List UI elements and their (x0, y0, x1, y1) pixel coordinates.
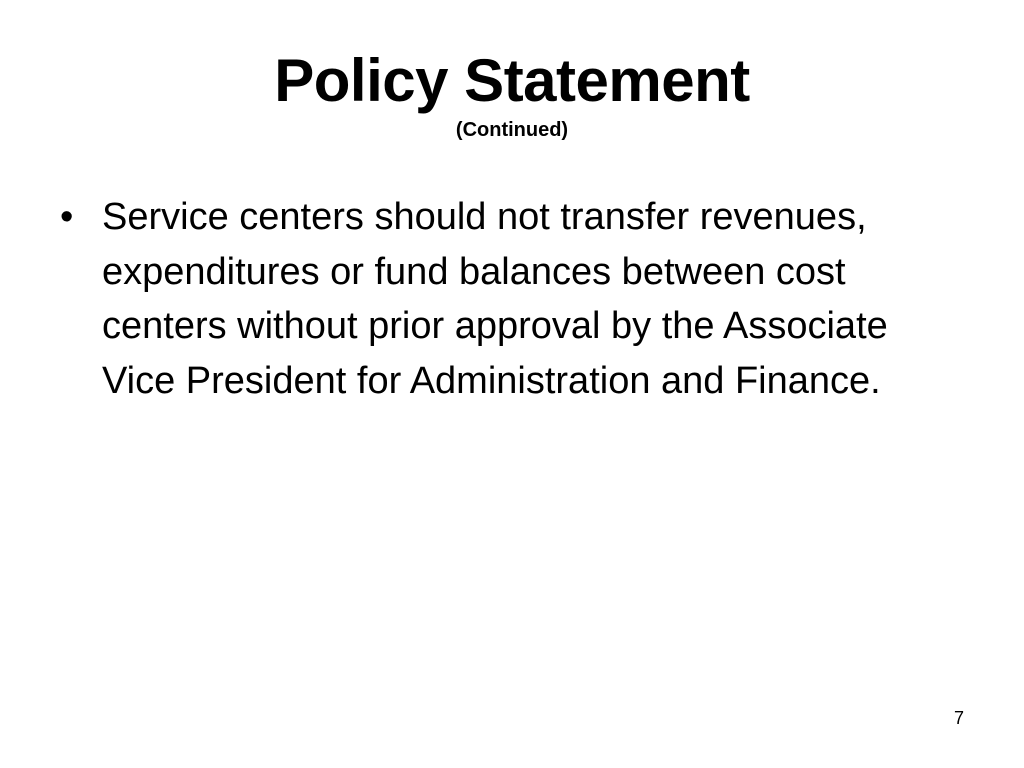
bullet-icon: • (60, 196, 74, 238)
page-number: 7 (953, 708, 964, 728)
slide-title: Policy Statement (274, 47, 750, 114)
title-block (0, 46, 1024, 142)
bullet-item (60, 190, 960, 408)
bullet-text: Service centers should not transfer revenues, expenditures or fund balances between cost centers without prior approval by the Associate Vice President for Administration and Finance. (102, 196, 888, 402)
bullet-list (60, 190, 960, 408)
slide-subtitle: (Continued) (455, 119, 569, 141)
